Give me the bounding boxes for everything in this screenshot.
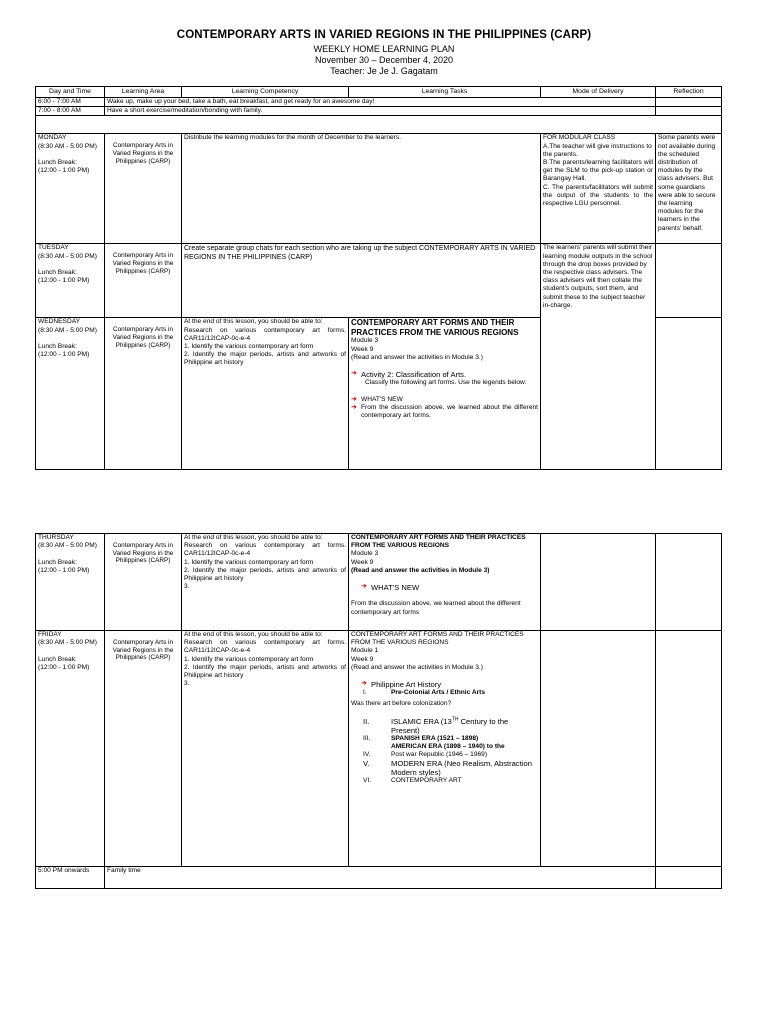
tuesday-delivery: The learners' parents will submit their learning module outputs in the school through the drop boxes provided by the respective class advisers. The class advisers will then collate the student's outputs, sort them, and submit these to the subject teacher in-charge. [541,244,656,470]
era-item: III. SPANISH ERA (1521 – 1898) [363,734,479,742]
wednesday-day-time: WEDNESDAY (8:30 AM - 5:00 PM) Lunch Break: (12:00 - 1:00 PM) [36,318,105,470]
learning-plan-table-part1 [35,86,722,470]
era-item: AMERICAN ERA (1898 – 1940) to the [391,743,505,751]
tuesday-day-time: TUESDAY (8:30 AM - 5:00 PM) Lunch Break: (12:00 - 1:00 PM) [36,244,105,318]
friday-row [36,631,722,867]
learning-plan-table-part2 [35,533,722,889]
routine-time: 7:00 - 8:00 AM [36,107,105,116]
tuesday-row [36,244,722,318]
era-item: V. MODERN ERA (Neo Realism, Abstraction Modern styles) [363,759,532,778]
wednesday-learning-area: Contemporary Arts in Varied Regions in the Philippines (CARP) [105,318,182,470]
era-item: IV. Post war Republic (1946 – 1969) [363,751,488,759]
thursday-day-time: THURSDAY (8:30 AM - 5:00 PM) Lunch Break: (12:00 - 1:00 PM) [36,534,105,631]
col-header-reflection: Reflection [656,87,722,98]
wednesday-competency: At the end of this lesson, you should be able to: Research on various contemporary art forms. CAR11/12ICAP-0c-e-4 1. Identify the various contemporary art form 2. Identify the major periods, artists and artworks of Philippine art history [182,318,349,470]
thursday-tasks: CONTEMPORARY ART FORMS AND THEIR PRACTICES FROM THE VARIOUS REGIONS Module 3 Week 9 (Read and answer the activities in Module 3) ➜ WHAT'S NEW From the discussion above, we learned about the different contemporary art forms [349,534,541,631]
monday-reflection: Some parents were not available during the scheduled distribution of modules by the class advisers. But some guardians were able to secure the learning modules for the learners in the parents' behalf. [656,134,722,244]
routine-time: 6:00 - 7:00 AM [36,98,105,107]
era-item: II. ISLAMIC ERA (13TH Century to the Present) [363,716,509,735]
friday-competency: At the end of this lesson, you should be able to: Research on various contemporary art forms. CAR11/12ICAP-0c-e-4 1. Identify the various contemporary art form 2. Identify the major periods, artists and artworks of Philippine art history 3. [182,631,349,867]
thursday-competency: At the end of this lesson, you should be able to: Research on various contemporary art forms. CAR11/12ICAP-0c-e-4 1. Identify the various contemporary art form 2. Identify the major periods, artists and artworks of Philippine art history 3. [182,534,349,631]
col-header-day-time: Day and Time [36,87,105,98]
friday-learning-area: Contemporary Arts in Varied Regions in the Philippines (CARP) [105,631,182,867]
document-subtitle: WEEKLY HOME LEARNING PLAN [313,44,455,54]
col-header-learning-tasks: Learning Tasks [349,87,541,98]
arrow-bullet-icon: ➜ [351,395,357,403]
evening-time: 5:00 PM onwards [36,867,105,889]
era-item: VI. CONTEMPORARY ART [363,777,462,785]
evening-text: Family time [105,867,656,889]
monday-learning-area: Contemporary Arts in Varied Regions in the Philippines (CARP) [105,134,182,244]
document-teacher: Teacher: Je Je J. Gagatam [330,66,438,76]
routine-row [36,98,722,107]
thursday-row [36,534,722,631]
spacer-row [36,116,722,134]
friday-day-time: FRIDAY (8:30 AM - 5:00 PM) Lunch Break: (12:00 - 1:00 PM) [36,631,105,867]
table-header-row [36,87,722,98]
col-header-learning-area: Learning Area [105,87,182,98]
routine-text: Wake up, make up your bed, take a bath, eat breakfast, and get ready for an awesome day! [105,98,656,107]
evening-row [36,867,722,889]
monday-row [36,134,722,244]
monday-day-time: MONDAY (8:30 AM - 5:00 PM) Lunch Break: (12:00 - 1:00 PM) [36,134,105,244]
arrow-bullet-icon: ➜ [351,370,357,378]
tuesday-competency: Create separate group chats for each section who are taking up the subject CONTEMPORARY ARTS IN VARIED REGIONS IN THE PHILIPPINES (CARP) [182,244,541,318]
friday-tasks: CONTEMPORARY ART FORMS AND THEIR PRACTICES FROM THE VARIOUS REGIONS Module 1 Week 9 (Read and answer the activities in Module 3.) ➜ Philippine Art History I. Pre-Colonial Arts / Ethnic Arts Was there art before colonization? II. ISLAMIC ERA (13TH Century to the Present) III. SPANISH ERA (1521 – 1898) AMERICAN ERA (1898 – 1940) to the IV. Post war Republic (1946 – 1969) V. MODERN ERA (Neo Realism, Abstraction Modern styles) VI. CONTEMPORARY ART [349,631,541,867]
arrow-bullet-icon: ➜ [361,583,367,591]
monday-delivery: FOR MODULAR CLASS A.The teacher will give instructions to the parents. B.The parents/learning facilitators will get the SLM to the pick-up station or Barangay Hall. C. The parents/facilitators will submit the output of the students to the respective LGU personnel. [541,134,656,244]
routine-row [36,107,722,116]
arrow-bullet-icon: ➜ [361,680,367,688]
tuesday-learning-area: Contemporary Arts in Varied Regions in the Philippines (CARP) [105,244,182,318]
document-dates: November 30 – December 4, 2020 [314,55,454,65]
wednesday-tasks: CONTEMPORARY ART FORMS AND THEIR PRACTICES FROM THE VARIOUS REGIONS Module 3 Week 9 (Read and answer the activities in Module 3.) ➜ Activity 2: Classification of Arts. Classify the following art forms. Use the legends below: ➜ WHAT'S NEW ➜ From the discussion above, we learned about the different contemporary art forms. [349,318,541,470]
col-header-learning-competency: Learning Competency [182,87,349,98]
thursday-learning-area: Contemporary Arts in Varied Regions in the Philippines (CARP) [105,534,182,631]
routine-text: Have a short exercise/meditation/bonding with family. [105,107,656,116]
col-header-mode-of-delivery: Mode of Delivery [541,87,656,98]
document-title: CONTEMPORARY ARTS IN VARIED REGIONS IN THE PHILIPPINES (CARP) [176,29,592,41]
monday-competency: Distribute the learning modules for the month of December to the learners. [182,134,541,244]
arrow-bullet-icon: ➜ [351,403,357,411]
